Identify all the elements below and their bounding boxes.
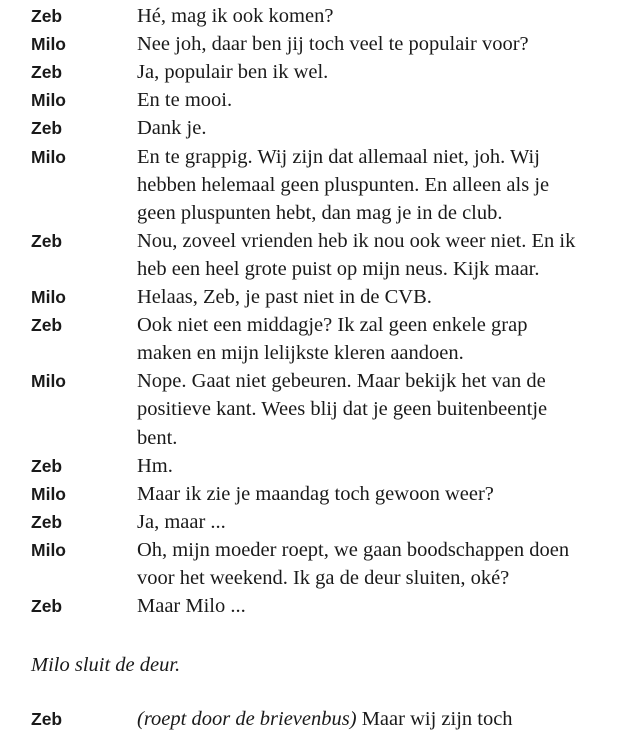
speaker-name: Milo	[31, 371, 66, 392]
dialogue-line	[0, 424, 624, 452]
dialogue-text: Ja, populair ben ik wel.	[137, 61, 329, 84]
dialogue-line	[0, 30, 624, 58]
dialogue-text: voor het weekend. Ik ga de deur sluiten, oké?	[137, 567, 510, 589]
dialogue-line	[0, 255, 624, 283]
speaker-name: Milo	[31, 539, 66, 560]
speaker-name: Milo	[31, 90, 66, 111]
dialogue-text: Hé, mag ik ook komen?	[137, 5, 334, 27]
dialogue-text	[137, 705, 624, 733]
dialogue-text: Hm.	[137, 454, 173, 477]
dialogue-text: Nou, zoveel vrienden heb ik nou ook weer niet. En ik	[137, 229, 576, 252]
dialogue-text: Ja, maar ...	[137, 510, 226, 533]
dialogue-line	[0, 339, 624, 367]
dialogue-line	[0, 199, 624, 227]
dialogue-line	[0, 508, 624, 536]
dialogue-text: bent.	[137, 426, 178, 449]
speaker-name: Milo	[31, 34, 66, 55]
dialogue-line	[0, 367, 624, 395]
dialogue-line	[0, 592, 624, 620]
dialogue-text: Oh, mijn moeder roept, we gaan boodschappen doen	[137, 538, 570, 561]
dialogue-line	[0, 452, 624, 480]
dialogue-line	[0, 143, 624, 171]
dialogue-line	[0, 480, 624, 508]
dialogue-text: Dank je.	[137, 117, 207, 140]
dialogue-line	[0, 2, 624, 30]
dialogue-text-continuation: Maar wij zijn toch	[356, 708, 513, 730]
dialogue-text: Maar ik zie je maandag toch gewoon weer?	[137, 482, 494, 505]
dialogue-line	[0, 58, 624, 86]
dialogue-line	[0, 227, 624, 255]
speaker-name: Zeb	[31, 62, 63, 83]
speaker-name: Milo	[31, 146, 66, 167]
dialogue-line	[0, 283, 624, 311]
dialogue-text: heb een heel grote puist op mijn neus. Kijk maar.	[137, 257, 540, 280]
speaker-name: Zeb	[31, 6, 63, 26]
dialogue-text: Nope. Gaat niet gebeuren. Maar bekijk het van de	[137, 370, 546, 393]
speaker-name: Zeb	[31, 455, 63, 476]
final-dialogue-line	[0, 705, 624, 733]
speaker-name: Zeb	[31, 709, 63, 729]
dialogue-line	[0, 536, 624, 564]
dialogue-line	[0, 86, 624, 114]
speaker-name: Milo	[31, 287, 66, 307]
speaker-name: Zeb	[31, 315, 63, 336]
dialogue-text: Nee joh, daar ben jij toch veel te populair voor?	[137, 33, 529, 56]
dialogue-text: maken en mijn lelijkste kleren aandoen.	[137, 342, 464, 365]
speaker-name: Zeb	[31, 596, 63, 617]
dialogue-text: positieve kant. Wees blij dat je geen buitenbeentje	[137, 398, 548, 421]
dialogue-text: En te grappig. Wij zijn dat allemaal niet, joh. Wij	[137, 145, 540, 168]
dialogue-line	[0, 564, 624, 592]
dialogue-text: Maar Milo ...	[137, 595, 246, 618]
speaker-name: Milo	[31, 483, 66, 504]
speaker-name: Zeb	[31, 230, 63, 251]
dialogue-text: En te mooi.	[137, 89, 233, 112]
dialogue-line	[0, 395, 624, 423]
dialogue-text: Helaas, Zeb, je past niet in de CVB.	[137, 286, 432, 308]
speaker-name: Zeb	[31, 118, 63, 139]
dialogue-text: hebben helemaal geen pluspunten. En alleen als je	[137, 173, 550, 196]
dialogue-line	[0, 311, 624, 339]
dialogue-line	[0, 171, 624, 199]
dialogue-line	[0, 114, 624, 142]
stage-direction: Milo sluit de deur.	[31, 654, 181, 676]
speaker-name: Zeb	[31, 511, 63, 532]
dialogue-text: Ook niet een middagje? Ik zal geen enkele grap	[137, 314, 528, 337]
dialogue-text: geen pluspunten hebt, dan mag je in de club.	[137, 201, 503, 224]
inline-stage-direction: (roept door de brievenbus)	[137, 708, 357, 730]
